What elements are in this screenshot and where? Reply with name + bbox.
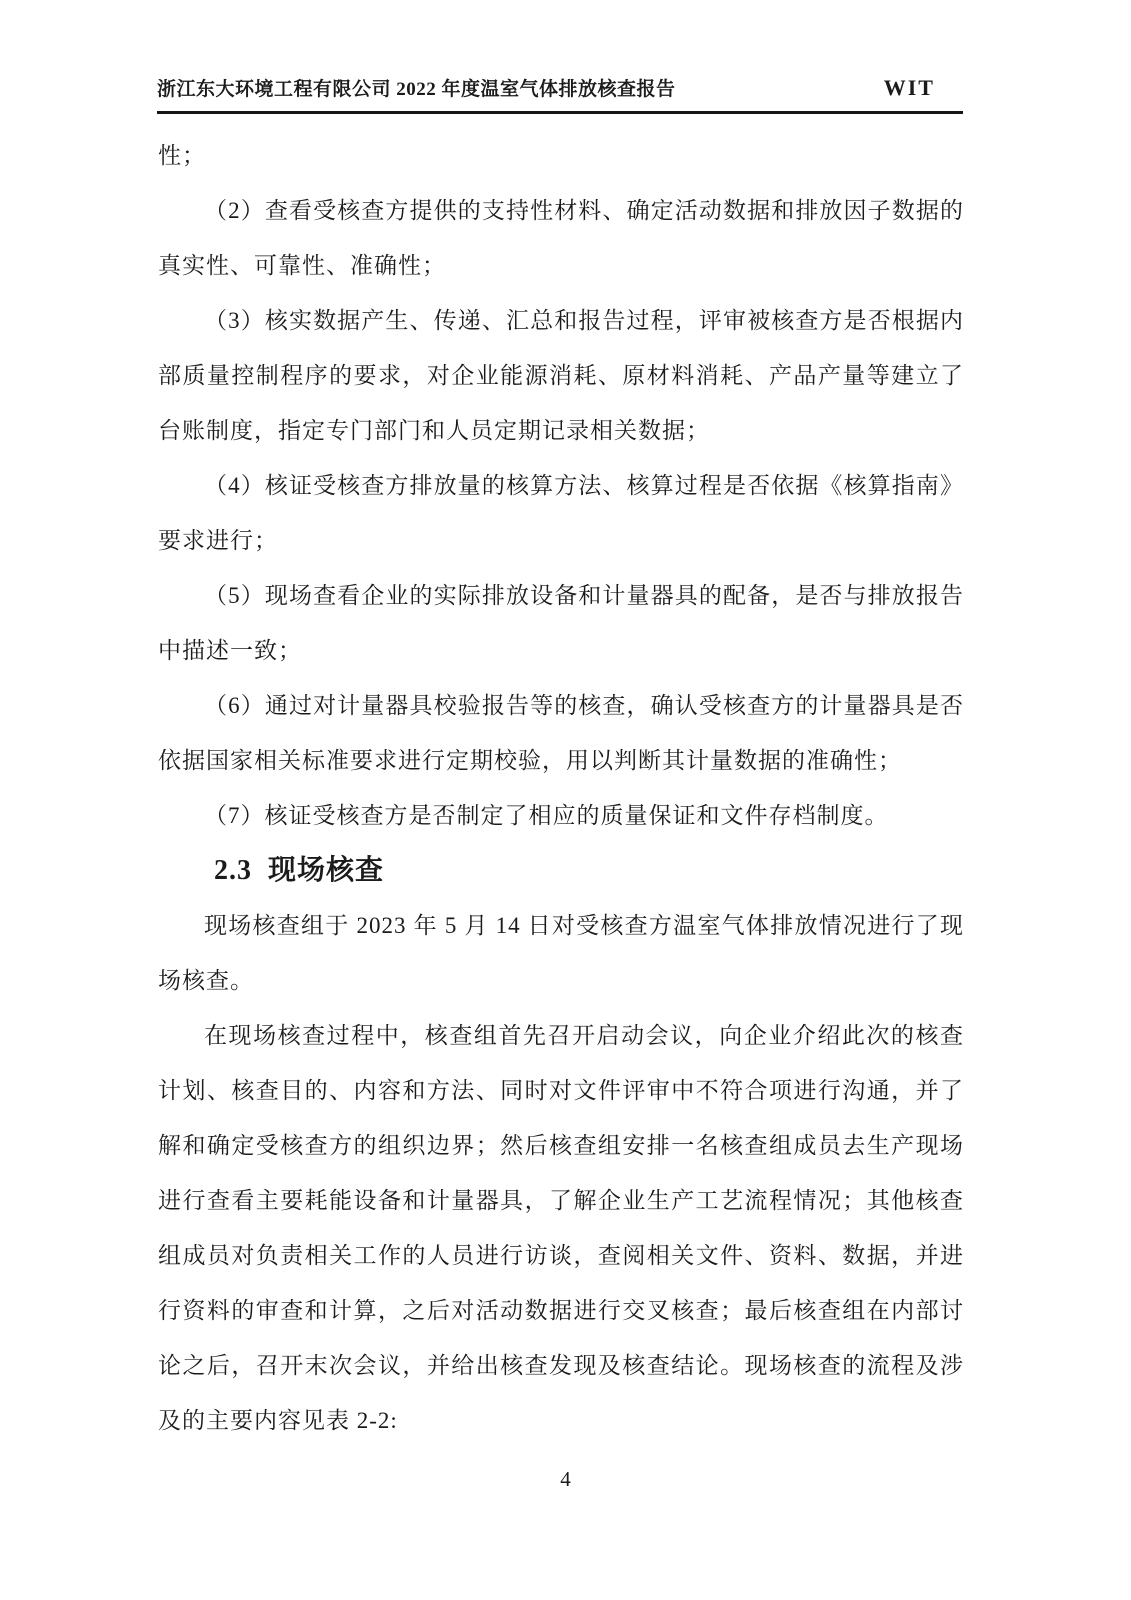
paragraph-site-visit-date: 现场核查组于 2023 年 5 月 14 日对受核查方温室气体排放情况进行了现场核查。	[158, 913, 964, 993]
page-number: 4	[560, 1467, 571, 1491]
document-body	[158, 128, 964, 1448]
paragraph-site-visit-process: 在现场核查过程中，核查组首先召开启动会议，向企业介绍此次的核查计划、核查目的、内容和方法、同时对文件评审中不符合项进行沟通，并了解和确定受核查方的组织边界；然后核查组安排一名核查组成员去生产现场进行查看主要耗能设备和计量器具，了解企业生产工艺流程情况；其他核查组成员对负责相关工作的人员进行访谈，查阅相关文件、资料、数据，并进行资料的审查和计算，之后对活动数据进行交叉核查；最后核查组在内部讨论之后，召开末次会议，并给出核查发现及核查结论。现场核查的流程及涉及的主要内容见表 2-2:	[158, 1023, 964, 1433]
section-number: 2.3	[214, 855, 252, 886]
header-title: 浙江东大环境工程有限公司 2022 年度温室气体排放核查报告	[157, 79, 676, 100]
header-brand-logo: WIT	[883, 75, 935, 100]
list-item-4: （4）核证受核查方排放量的核算方法、核算过程是否依据《核算指南》要求进行；	[158, 473, 964, 553]
paragraph-continuation: 性；	[158, 143, 206, 168]
section-heading	[158, 843, 964, 898]
list-item-5: （5）现场查看企业的实际排放设备和计量器具的配备，是否与排放报告中描述一致；	[158, 583, 964, 663]
list-item-6: （6）通过对计量器具校验报告等的核查，确认受核查方的计量器具是否依据国家相关标准要求进行定期校验，用以判断其计量数据的准确性；	[158, 693, 964, 773]
list-item-3: （3）核实数据产生、传递、汇总和报告过程，评审被核查方是否根据内部质量控制程序的要求，对企业能源消耗、原材料消耗、产品产量等建立了台账制度，指定专门部门和人员定期记录相关数据；	[158, 308, 964, 443]
page-header	[157, 74, 963, 114]
section-title: 现场核查	[268, 855, 385, 886]
list-item-2: （2）查看受核查方提供的支持性材料、确定活动数据和排放因子数据的真实性、可靠性、准确性；	[158, 198, 964, 278]
list-item-7: （7）核证受核查方是否制定了相应的质量保证和文件存档制度。	[204, 803, 889, 828]
page-footer	[0, 1467, 1131, 1492]
